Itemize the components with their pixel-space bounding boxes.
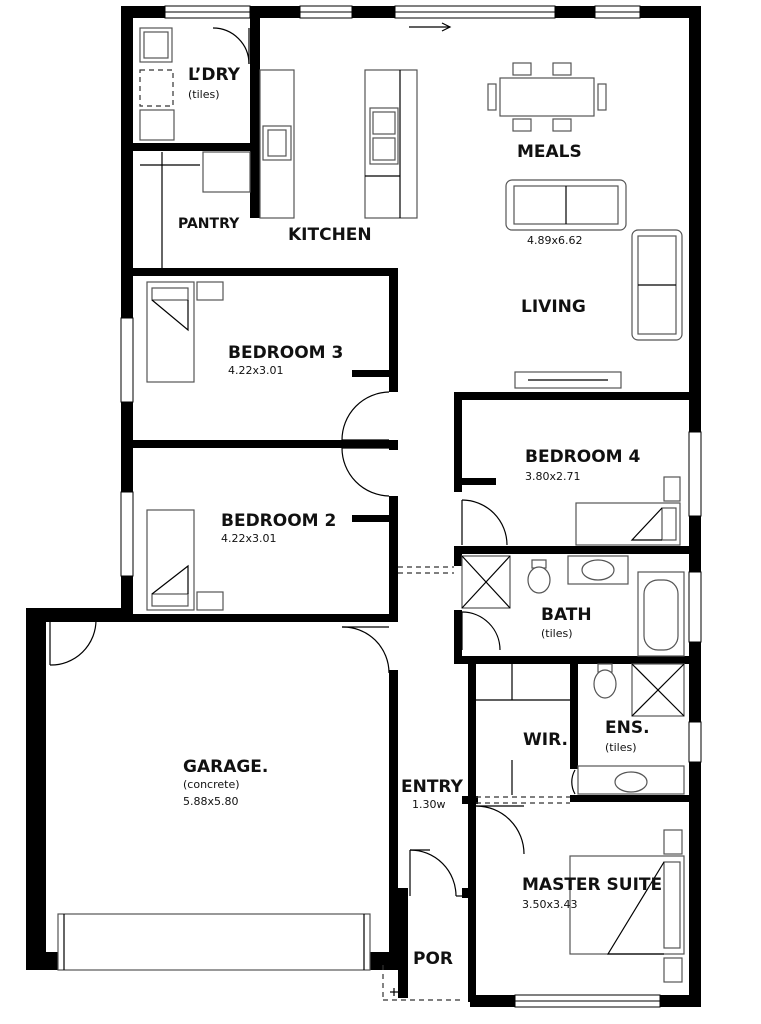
laundry-note: (tiles) [188, 88, 220, 101]
bedroom2-label: BEDROOM 2 [221, 511, 337, 531]
fixtures [58, 23, 684, 982]
pantry-label: PANTRY [178, 216, 240, 232]
living-label: LIVING [521, 297, 586, 317]
bedroom4-label: BEDROOM 4 [525, 447, 641, 467]
entry-label: ENTRY [401, 777, 463, 797]
ensuite-note: (tiles) [605, 741, 637, 754]
meals-label: MEALS [517, 142, 582, 162]
bedroom2-dims: 4.22x3.01 [221, 532, 277, 545]
living-dims: 4.89x6.62 [527, 234, 583, 247]
wir-label: WIR. [523, 730, 568, 750]
garage-note: (concrete) [183, 778, 240, 791]
master-label: MASTER SUITE [522, 875, 663, 895]
entry-dims: 1.30w [412, 798, 446, 811]
bath-note: (tiles) [541, 627, 573, 640]
ensuite-label: ENS. [605, 718, 650, 738]
garage-dims: 5.88x5.80 [183, 795, 239, 808]
bedroom4-dims: 3.80x2.71 [525, 470, 581, 483]
porch-label: POR [413, 949, 454, 969]
kitchen-label: KITCHEN [288, 225, 372, 245]
bedroom3-dims: 4.22x3.01 [228, 364, 284, 377]
bath-label: BATH [541, 605, 592, 625]
master-dims: 3.50x3.43 [522, 898, 578, 911]
bedroom3-label: BEDROOM 3 [228, 343, 344, 363]
garage-label: GARAGE. [183, 757, 269, 777]
laundry-label: L’DRY [188, 65, 240, 85]
